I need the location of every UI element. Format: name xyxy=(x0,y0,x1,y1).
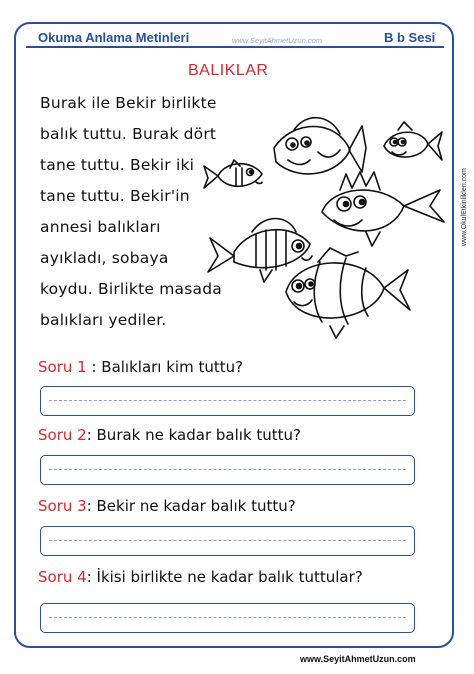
side-website: www.OkulEtkinlikleri.com xyxy=(461,168,468,246)
question-3-text: Bekir ne kadar balık tuttu? xyxy=(96,497,296,515)
question-2-text: Burak ne kadar balık tuttu? xyxy=(96,426,302,444)
question-4-label: Soru 4 xyxy=(38,568,87,586)
story-line: annesi balıkları xyxy=(40,218,161,236)
header-website: www.SeyitAhmetUzun.com xyxy=(232,36,323,45)
answer-guide-line xyxy=(49,469,406,470)
question-4 xyxy=(38,568,363,586)
answer-lines-2[interactable] xyxy=(40,455,415,485)
answer-guide-line xyxy=(49,400,406,401)
answer-lines-1[interactable] xyxy=(40,386,415,416)
question-1-separator: : xyxy=(86,358,102,376)
header-divider xyxy=(26,46,444,48)
story-line: tane tuttu. Bekir iki xyxy=(40,156,195,174)
header-letter-sound: B b Sesi xyxy=(384,30,436,45)
question-3 xyxy=(38,497,296,515)
answer-lines-3[interactable] xyxy=(40,526,415,556)
story-line: tane tuttu. Bekir'in xyxy=(40,187,190,205)
fish-top-center-drawing xyxy=(274,118,366,174)
question-4-text: İkisi birlikte ne kadar balık tuttular? xyxy=(96,568,363,586)
question-2-label: Soru 2 xyxy=(38,426,87,444)
answer-guide-line xyxy=(49,617,406,618)
answer-guide-line xyxy=(49,540,406,541)
question-2 xyxy=(38,426,301,444)
fish-striped-middle-drawing xyxy=(208,219,312,283)
question-3-separator: : xyxy=(86,497,97,515)
question-1-label: Soru 1 xyxy=(38,358,87,376)
story-title: BALIKLAR xyxy=(188,62,269,79)
fish-spiky-right-drawing xyxy=(322,172,444,246)
question-4-separator: : xyxy=(86,568,97,586)
header-series-title: Okuma Anlama Metinleri xyxy=(38,30,190,45)
fish-clown-bottom-drawing xyxy=(286,248,410,338)
story-line: koydu. Birlikte masada xyxy=(40,280,222,298)
story-line: balıkları yediler. xyxy=(40,311,167,329)
fish-small-left-drawing xyxy=(204,160,262,188)
story-line: Burak ile Bekir birlikte xyxy=(40,94,217,112)
question-1 xyxy=(38,358,243,376)
question-3-label: Soru 3 xyxy=(38,497,87,515)
fish-illustration xyxy=(196,115,446,340)
answer-lines-4[interactable] xyxy=(40,603,415,633)
question-1-text: Balıkları kim tuttu? xyxy=(101,358,244,376)
question-2-separator: : xyxy=(86,426,97,444)
story-line: ayıkladı, sobaya xyxy=(40,249,169,267)
story-line: balık tuttu. Burak dört xyxy=(40,125,217,143)
footer-website: www.SeyitAhmetUzun.com xyxy=(300,654,416,664)
fish-small-top-right-drawing xyxy=(384,122,442,160)
